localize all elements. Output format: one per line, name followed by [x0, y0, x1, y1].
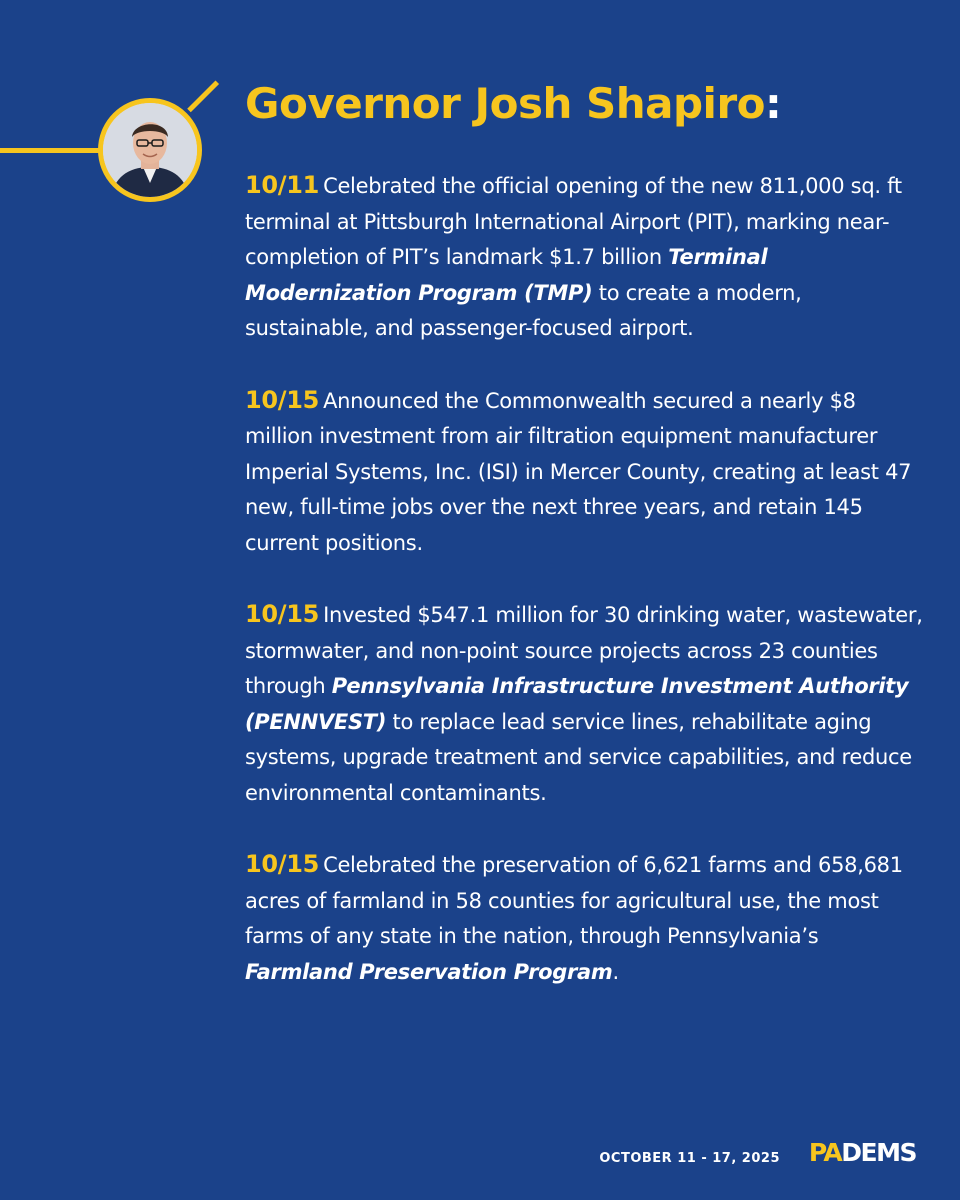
governor-portrait — [98, 98, 202, 202]
entry-date: 10/15 — [245, 850, 320, 878]
entry-date: 10/11 — [245, 171, 320, 199]
entry-text: Celebrated the preservation of 6,621 farms and 658,681 acres of farmland in 58 counties for agricultural use, the most farms of any state in the nation, through Pennsylvania’s — [245, 853, 903, 948]
accent-line — [0, 148, 110, 153]
entry-item — [245, 597, 925, 811]
logo-pa: PA — [808, 1138, 842, 1167]
page-title — [245, 78, 781, 130]
program-name: Terminal Modernization Program (TMP) — [245, 245, 768, 305]
entries-list — [245, 168, 925, 1026]
entry-date: 10/15 — [245, 385, 320, 414]
entry-item — [245, 168, 925, 347]
portrait-photo-icon — [103, 103, 197, 197]
program-name: Pennsylvania Infrastructure Investment Authority (PENNVEST) — [245, 674, 909, 734]
entry-text: to replace lead service lines, rehabilitate aging systems, upgrade treatment and service capabilities, and reduce environmental contaminants. — [245, 709, 912, 805]
padems-logo — [809, 1138, 916, 1168]
logo-dems: DEMS — [841, 1138, 916, 1167]
entry-item — [245, 383, 925, 562]
entry-text: Invested $547.1 million for 30 drinking water, wastewater, stormwater, and non-point source projects across 23 counties through — [245, 603, 923, 698]
date-range: OCTOBER 11 - 17, 2025 — [599, 1151, 780, 1166]
entry-text: Celebrated the official opening of the new 811,000 sq. ft terminal at Pittsburgh International Airport (PIT), marking near-completion of PIT’s landmark $1.7 billion — [245, 174, 902, 269]
entry-text: Announced the Commonwealth secured a nearly $8 million investment from air filtration equipment manufacturer Imperial Systems, Inc. (ISI) in Mercer County, creating at least 47 new, full-time jobs over the next three years, and retain 145 current positions. — [245, 388, 912, 555]
entry-text: to create a modern, sustainable, and passenger-focused airport. — [245, 280, 802, 340]
entry-item — [245, 847, 925, 990]
entry-text: . — [612, 959, 619, 984]
title-text: Governor Josh Shapiro — [245, 79, 766, 128]
program-name: Farmland Preservation Program — [245, 959, 613, 984]
accent-connector — [187, 80, 219, 112]
entry-date: 10/15 — [245, 600, 320, 628]
title-colon: : — [765, 79, 782, 128]
